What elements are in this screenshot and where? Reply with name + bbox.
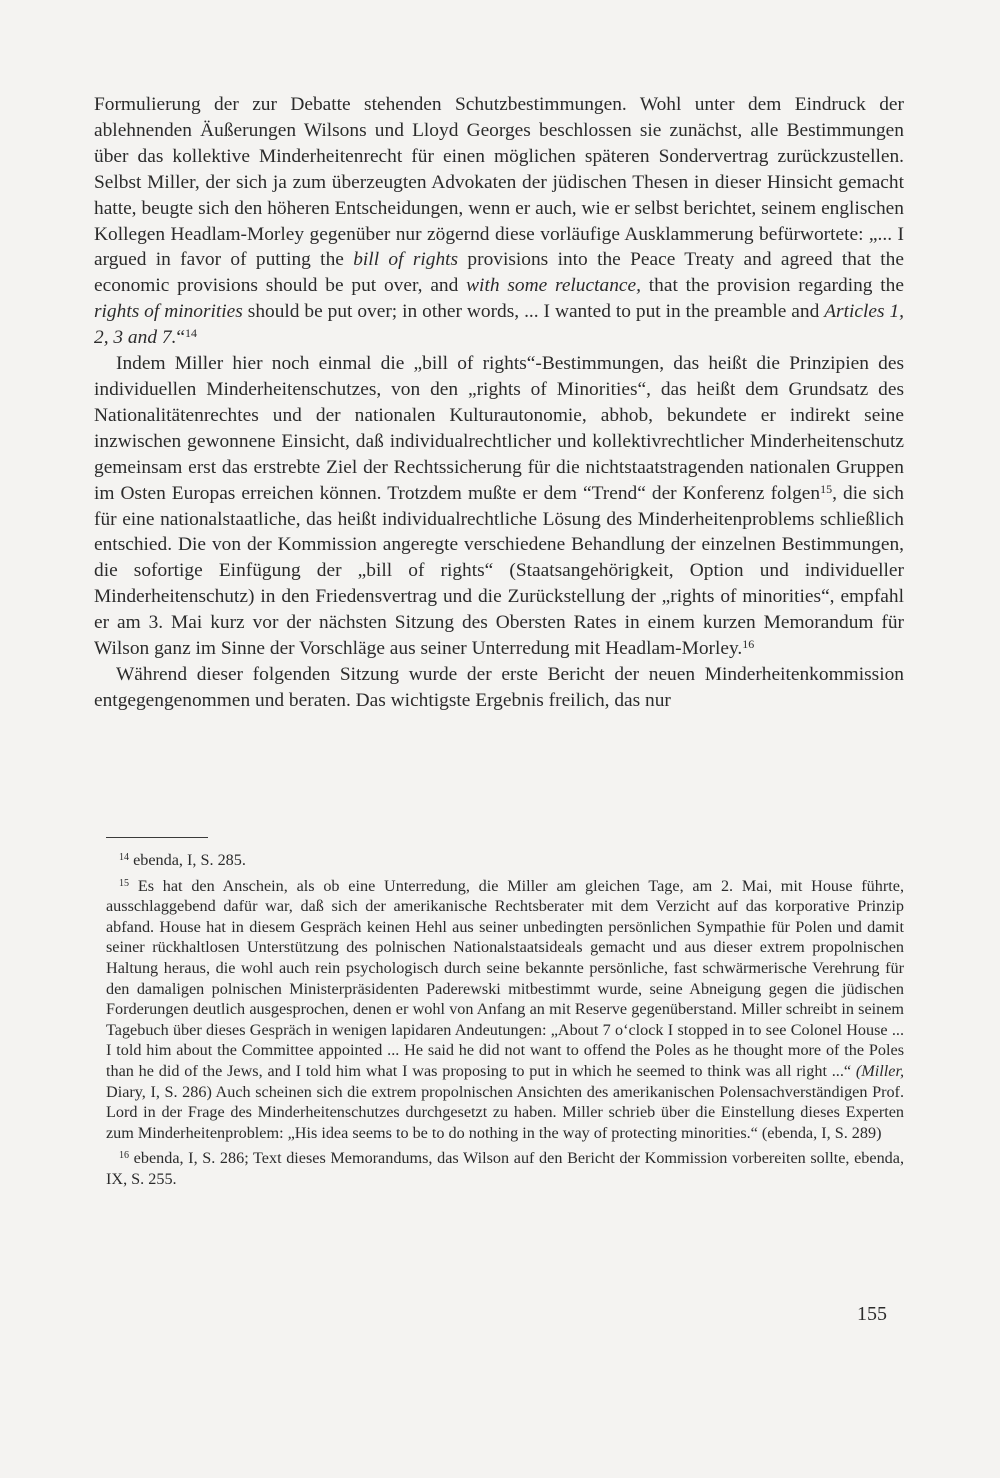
page-number: 155 [857,1303,887,1325]
paragraph-3: Während dieser folgenden Sitzung wurde der erste Bericht der neuen Minderheitenkommission entgegengenommen und beraten. Das wichtigste Ergebnis freilich, das nur [94,663,904,711]
footnote-divider [106,837,208,838]
main-text [94,92,904,714]
paragraph-2: Indem Miller hier noch einmal die „bill of rights“-Bestimmungen, das heißt die Prinzipien des individuellen Minderheitenschutzes, von den „rights of Minorities“, das heißt dem Grundsatz des Nationalitätenrechtes und der nationalen Kulturautonomie, abhob, bekundete er indirekt seine inzwischen gewonnene Einsicht, daß individualrechtlicher und kollektivrechtlicher Minderheitenschutz gemeinsam erst das erstrebte Ziel der Rechtssicherung für die nichtstaatstragenden nationalen Gruppen im Osten Europas erreichen können. Trotzdem mußte er dem “Trend“ der Konferenz folgen$^{15}$, die sich für eine nationalstaatliche, das heißt individualrechtliche Lösung des Minderheitenproblems schließlich entschied. Die von der Kommission angeregte verschiedene Behandlung der einzelnen Bestimmungen, die sofortige Einfügung der „bill of rights“ (Staatsangehörigkeit, Option und individueller Minderheitenschutz) in den Friedensvertrag und die Zurückstellung der „rights of minorities“, empfahl er am 3. Mai kurz vor der nächsten Sitzung des Obersten Rates in einem kurzen Memorandum für Wilson ganz im Sinne der Vorschläge aus seiner Unterredung mit Headlam-Morley.$^{16}$ [94,353,904,660]
footnote-ref-16: 16 [742,637,755,652]
footnotes [106,850,904,1195]
footnote-ref-14: 14 [185,326,198,341]
footnote-16: $^{16}$ ebenda, I, S. 286; Text dieses Memorandums, das Wilson auf den Bericht der Kommission vorbereiten sollte, ebenda, IX, S. 255. [106,1149,904,1188]
footnote-14: $^{14}$ ebenda, I, S. 285. [119,851,246,869]
footnote-15: $^{15}$ Es hat den Anschein, als ob eine Unterredung, die Miller am gleichen Tage, am 2. Mai, mit House führte, ausschlaggebend dafür war, daß sich der amerikanische Rechtsberater mit dem Verzicht auf das korporative Prinzip abfand. House hat in diesem Gespräch keinen Hehl aus seiner unbedingten persönlichen Sympathie für Polen und damit seiner rückhaltlosen Unterstützung des polnischen Nationalstaatsideals gemacht und aus dieser extrem propolnischen Haltung heraus, die wohl auch rein psychologisch durch seine bekannte persönliche, fast schwärmerische Verehrung für den damaligen polnischen Ministerpräsidenten Paderewski mitbestimmt wurde, seine Abneigung gegen die jüdischen Forderungen deutlich ausgesprochen, denen er wohl von Anfang an mit Reserve gegenüberstand. Miller schreibt in seinem Tagebuch über dieses Gespräch in wenigen lapidaren Andeutungen: „About 7 o‘clock I stopped in to see Colonel House ... I told him about the Committee appointed ... He said he did not want to offend the Poles as he thought more of the Poles than he did of the Jews, and I told him what I was proposing to put in which he seemed to think was all right ...“ (Miller, Diary, I, S. 286) Auch scheinen sich die extrem propolnischen Ansichten des amerikanischen Polensachverständigen Prof. Lord in der Frage des Minderheitenschutzes durchgesetzt zu haben. Miller schrieb über die Einstellung dieses Experten zum Minderheitenproblem: „His idea seems to be to do nothing in the way of protecting minorities.“ (ebenda, I, S. 289) [106,876,904,1142]
paragraph-1: Formulierung der zur Debatte stehenden Schutzbestimmungen. Wohl unter dem Eindruck der ablehnenden Äußerungen Wilsons und Lloyd Georges beschlossen sie zunächst, alle Bestimmungen über das kollektive Minderheitenrecht für einen möglichen späteren Sondervertrag zurückzustellen. Selbst Miller, der sich ja zum überzeugten Advokaten der jüdischen Thesen in dieser Hinsicht gemacht hatte, beugte sich den höheren Entscheidungen, wenn er auch, wie er selbst berichtet, seinem englischen Kollegen Headlam-Morley gegenüber nur zögernd diese vorläufige Ausklammerung befürwortete: „... I argued in favor of putting the bill of rights provisions into the Peace Treaty and agreed that the economic provisions should be put over, and with some reluctance, that the provision regarding the rights of minorities should be put over; in other words, ... I wanted to put in the preamble and Articles 1, 2, 3 and 7.“$^{14}$ [94,94,904,349]
footnote-ref-15: 15 [820,481,833,496]
